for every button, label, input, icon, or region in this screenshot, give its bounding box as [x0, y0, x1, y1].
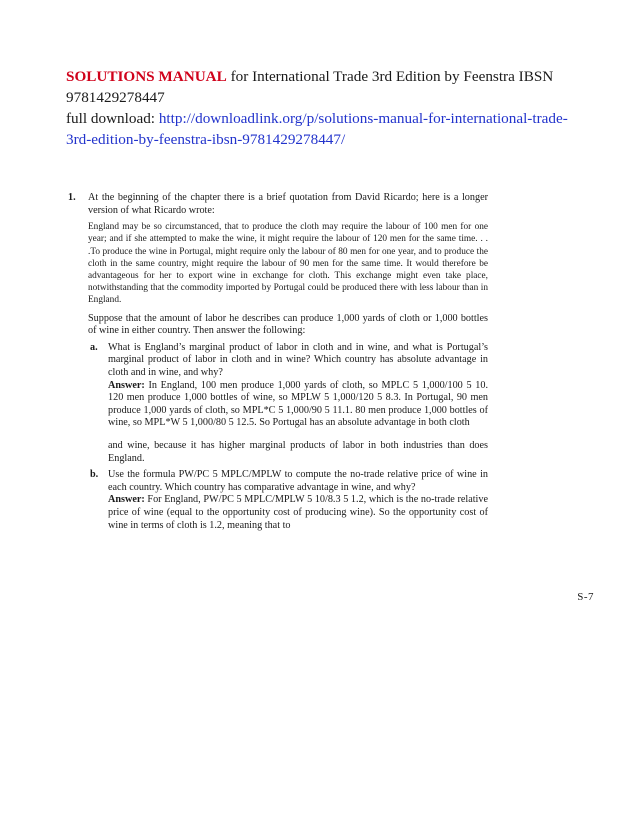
part-a-question: What is England’s marginal product of labor in cloth and in wine, and what is Portugal’s marginal product of labor in cloth and in wine? Which country has absolute advantage in cloth and in wine, and why?	[108, 341, 488, 378]
download-link[interactable]: http://downloadlink.org/p/solutions-manual-for-international-trade-3rd-edition-by-feenstra-ibsn-9781429278447/	[66, 110, 568, 148]
download-label: full download:	[66, 110, 159, 127]
book-title: for International Trade 3rd Edition by Feenstra IBSN 9781429278447	[66, 68, 554, 106]
part-a-answer	[108, 380, 488, 430]
question-setup: Suppose that the amount of labor he describes can produce 1,000 yards of cloth or 1,000 bottles of wine in either country. Then answer the following:	[88, 312, 488, 337]
page-number: S-7	[577, 591, 594, 603]
question-intro: At the beginning of the chapter there is a brief quotation from David Ricardo; here is a longer version of what Ricardo wrote:	[88, 192, 488, 216]
part-a-answer-cont: and wine, because it has higher marginal products of labor in both industries than does England.	[108, 439, 488, 464]
part-a-answer-label: Answer:	[108, 379, 145, 391]
part-b	[90, 469, 488, 532]
ricardo-quote: England may be so circumstanced, that to produce the cloth may require the labour of 100 men for one year; and if she attempted to make the wine, it might require the labour of 120 men for the same time. . . .To produce the wine in Portugal, might require only the labour of 80 men for one year, and to produce the cloth in the same country, might require the labour of 90 men for the same time. It would therefore be advantageous for her to export wine in exchange for cloth. This exchange might even take place, notwithstanding that the commodity imported by Portugal could be produced there with less labour than in England.	[88, 222, 488, 306]
download-header	[66, 66, 576, 150]
part-a-label: a.	[90, 341, 98, 353]
part-a-answer-text-1: In England, 100 men produce 1,000 yards of cloth, so MPLC 5 1,000/100 5 10. 120 men produce 1,000 bottles of wine, so MPLW 5 1,000/120 5 8.3. In Portugal, 90 men produce 1,000 yards of cloth, so MPL*C 5 1,000/90 5 11.1. 80 men produce 1,000 bottles of wine, so MPL*W 5 1,000/80 5 12.5. So Portugal has an absolute advantage in both cloth	[108, 379, 488, 429]
part-a	[90, 341, 488, 465]
part-b-label: b.	[90, 469, 99, 481]
part-b-answer-text-1: For England, PW/PC 5 MPLC/MPLW 5 10/8.3 5 1.2, which is the no-trade relative price of wine (equal to the opportunity cost of producing wine). So the opportunity cost of wine in terms of cloth is 1.2, meaning that to	[108, 494, 488, 531]
solutions-manual-label: SOLUTIONS MANUAL	[66, 68, 227, 85]
part-b-question: Use the formula PW/PC 5 MPLC/MPLW to compute the no-trade relative price of wine in each country. Which country has comparative advantage in wine, and why?	[108, 469, 488, 493]
question-number: 1.	[68, 192, 76, 203]
part-b-answer	[108, 494, 488, 532]
question-1	[68, 192, 488, 532]
part-b-answer-label: Answer:	[108, 494, 145, 506]
